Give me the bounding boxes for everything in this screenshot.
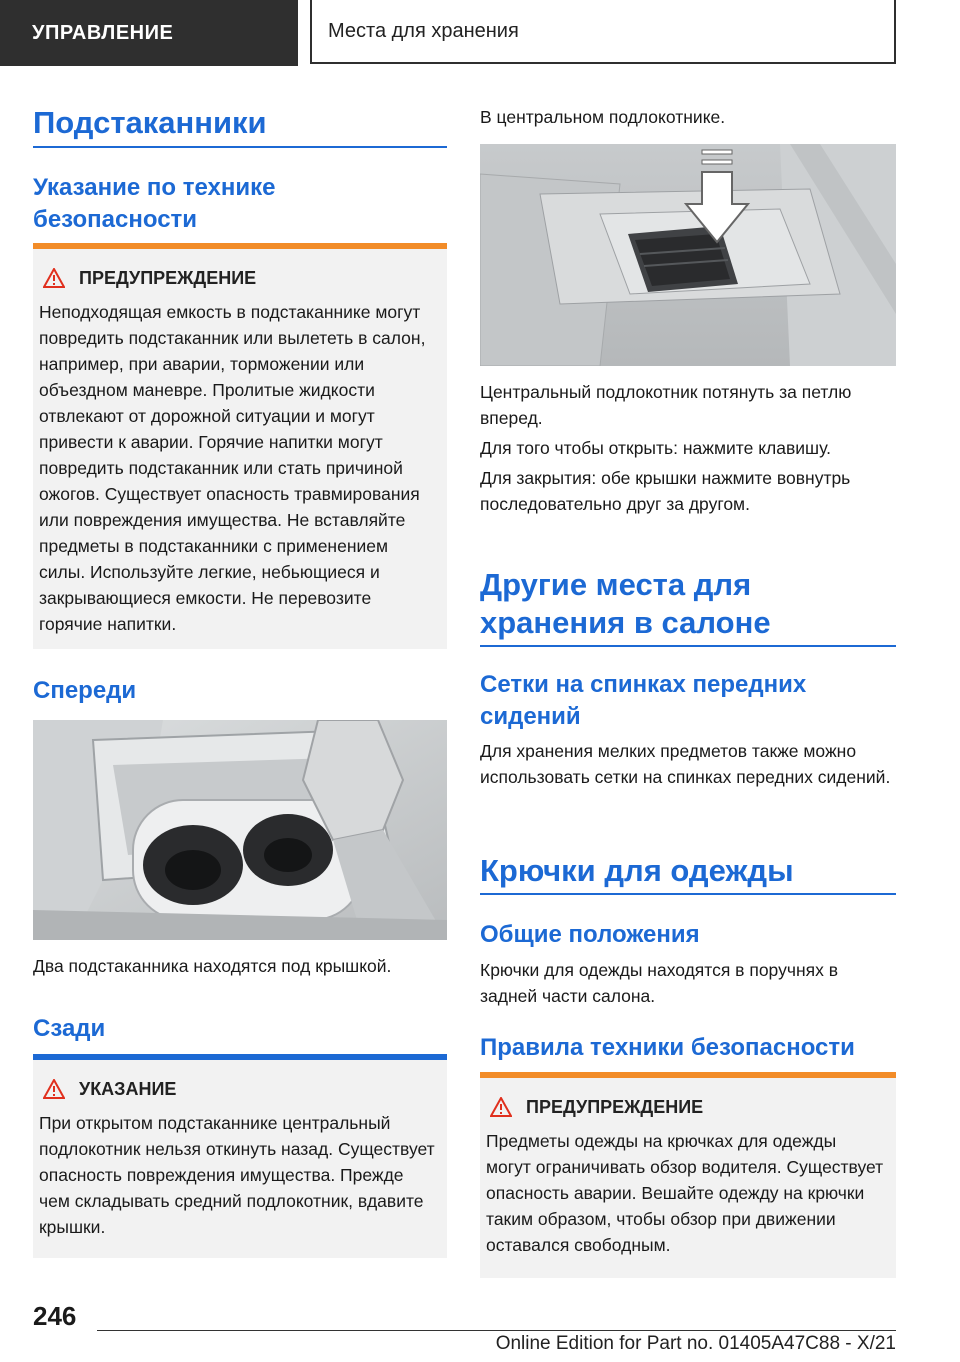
page-number: 246 bbox=[33, 1301, 77, 1331]
notice-title bbox=[43, 1074, 435, 1104]
topic-label: Места для хранения bbox=[328, 19, 519, 42]
warning2-box bbox=[480, 1072, 896, 1278]
front-caption: Два подстаканника находятся под крышкой. bbox=[33, 956, 392, 976]
footer-edition: Online Edition for Part no. 01405A47C88 - X/21 bbox=[495, 1333, 896, 1354]
warning-box bbox=[33, 243, 447, 649]
notice-box bbox=[33, 1054, 447, 1258]
warning-triangle-icon bbox=[490, 1097, 512, 1117]
armrest-intro: В центральном подлокотнике. bbox=[480, 107, 726, 127]
general-text: Крючки для одежды находятся в поручнях в задней части салона. bbox=[480, 960, 839, 1006]
warning-triangle-icon bbox=[43, 268, 65, 288]
rules-heading: Правила техники безопасности bbox=[480, 1034, 855, 1061]
title-rule bbox=[33, 146, 447, 148]
warning-triangle-icon bbox=[43, 1079, 65, 1099]
hooks-title: Крючки для одежды bbox=[480, 853, 794, 888]
notice-label: УКАЗАНИЕ bbox=[79, 1078, 177, 1099]
warning-text: Неподходящая емкость в подстаканнике могут повредить подстаканник или вылететь в салон, например, при аварии, торможении или объездном маневре. Пролитые жидкости отвлекают от дорожной ситуации и могут привести к аварии. Горячие напитки могут повредить подстаканник или стать причиной ожогов. Существует опасность травмирования или повреждения имущества. Не вставляйте предметы в подстаканники с применением силы. Используйте легкие, небьющиеся и закрывающиеся емкости. Не перевозите горячие напитки. bbox=[39, 302, 426, 634]
front-heading: Спереди bbox=[33, 677, 137, 704]
warning2-title bbox=[490, 1092, 884, 1122]
footer-rule bbox=[97, 1330, 896, 1331]
armrest-p1: Центральный подлокотник потянуть за петлю вперед. bbox=[480, 382, 852, 428]
chapter-tab bbox=[0, 0, 298, 66]
nets-text: Для хранения мелких предметов также можно использовать сетки на спинках передних сидений. bbox=[480, 741, 891, 787]
safety-heading: Указание по технике безопасности bbox=[33, 174, 276, 233]
hooks-title-rule bbox=[480, 893, 896, 895]
armrest-image bbox=[480, 144, 896, 366]
section-title: Подстаканники bbox=[33, 105, 267, 140]
armrest-p3: Для закрытия: обе крышки нажмите вовнутрь последовательно друг за другом. bbox=[480, 468, 851, 514]
warning-title bbox=[43, 263, 435, 293]
nets-heading: Сетки на спинках передних сидений bbox=[480, 671, 807, 730]
chapter-label: УПРАВЛЕНИЕ bbox=[32, 21, 174, 44]
storage-title-rule bbox=[480, 645, 896, 647]
warning2-text: Предметы одежды на крючках для одежды могут ограничивать обзор водителя. Существует опасность аварии. Вешайте одежду на крючки таким образом, чтобы обзор при движении оставался свободным. bbox=[486, 1131, 884, 1255]
warning-label: ПРЕДУПРЕЖДЕНИЕ bbox=[79, 267, 257, 288]
notice-text: При открытом подстаканнике центральный подлокотник нельзя откинуть назад. Существует опасность повреждения имущества. Прежде чем складывать средний подлокотник, вдавите крышки. bbox=[39, 1113, 435, 1237]
topic-tab bbox=[310, 0, 896, 64]
front-cupholder-image bbox=[33, 720, 447, 940]
general-heading: Общие положения bbox=[480, 921, 700, 948]
storage-title: Другие места для хранения в салоне bbox=[480, 567, 771, 640]
rear-heading: Сзади bbox=[33, 1015, 106, 1042]
armrest-p2: Для того чтобы открыть: нажмите клавишу. bbox=[480, 438, 831, 458]
warning2-label: ПРЕДУПРЕЖДЕНИЕ bbox=[526, 1096, 704, 1117]
